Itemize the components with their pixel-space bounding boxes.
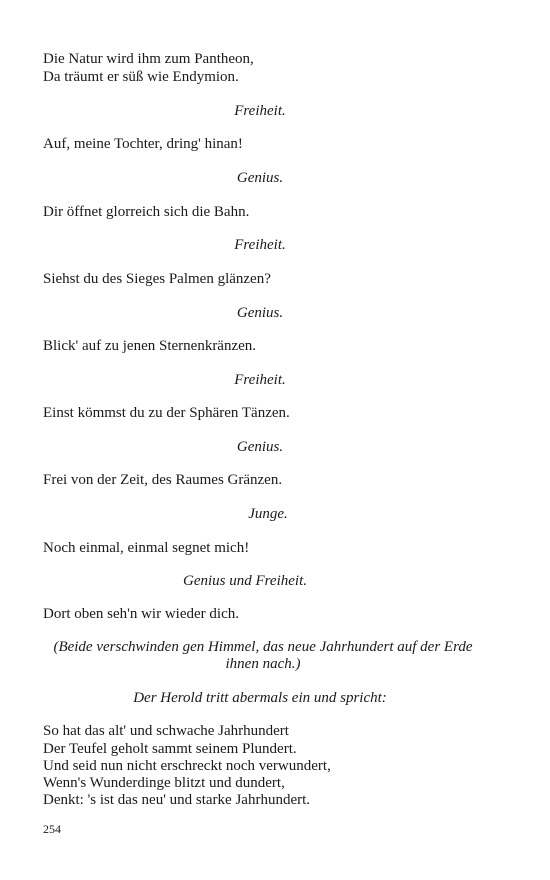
speaker-label: Freiheit. — [234, 372, 286, 388]
stage-direction: (Beide verschwinden gen Himmel, das neue Jahrhundert auf der Erde ihnen nach.) — [53, 639, 473, 672]
speaker-label: Junge. — [248, 506, 288, 522]
verse-line: Denkt: 's ist das neu' und starke Jahrhundert. — [43, 792, 311, 808]
verse-line: Auf, meine Tochter, dring' hinan! — [43, 136, 243, 152]
verse-line: Die Natur wird ihm zum Pantheon, — [43, 51, 254, 67]
verse-line: Und seid nun nicht erschreckt noch verwundert, — [43, 758, 331, 774]
speaker-label: Freiheit. — [234, 237, 286, 253]
verse-line: Frei von der Zeit, des Raumes Gränzen. — [43, 472, 283, 488]
verse-line: Siehst du des Sieges Palmen glänzen? — [43, 271, 271, 287]
verse-line: Der Teufel geholt sammt seinem Plundert. — [43, 741, 297, 757]
herald-intro: Der Herold tritt abermals ein und spricht: — [133, 690, 387, 706]
verse-line: Da träumt er süß wie Endymion. — [43, 69, 239, 85]
verse-line: Dort oben seh'n wir wieder dich. — [43, 606, 239, 622]
speaker-label: Freiheit. — [234, 103, 286, 119]
verse-line: Noch einmal, einmal segnet mich! — [43, 540, 250, 556]
speaker-label: Genius. — [236, 305, 284, 321]
speaker-label: Genius und Freiheit. — [182, 573, 307, 589]
verse-line: So hat das alt' und schwache Jahrhundert — [43, 723, 289, 739]
speaker-label: Genius. — [236, 170, 284, 186]
verse-line: Einst kömmst du zu der Sphären Tänzen. — [43, 405, 290, 421]
verse-line: Dir öffnet glorreich sich die Bahn. — [43, 204, 250, 220]
verse-line: Blick' auf zu jenen Sternenkränzen. — [43, 338, 257, 354]
verse-line: Wenn's Wunderdinge blitzt und dundert, — [43, 775, 285, 791]
speaker-label: Genius. — [236, 439, 284, 455]
page-number: 254 — [43, 822, 61, 836]
